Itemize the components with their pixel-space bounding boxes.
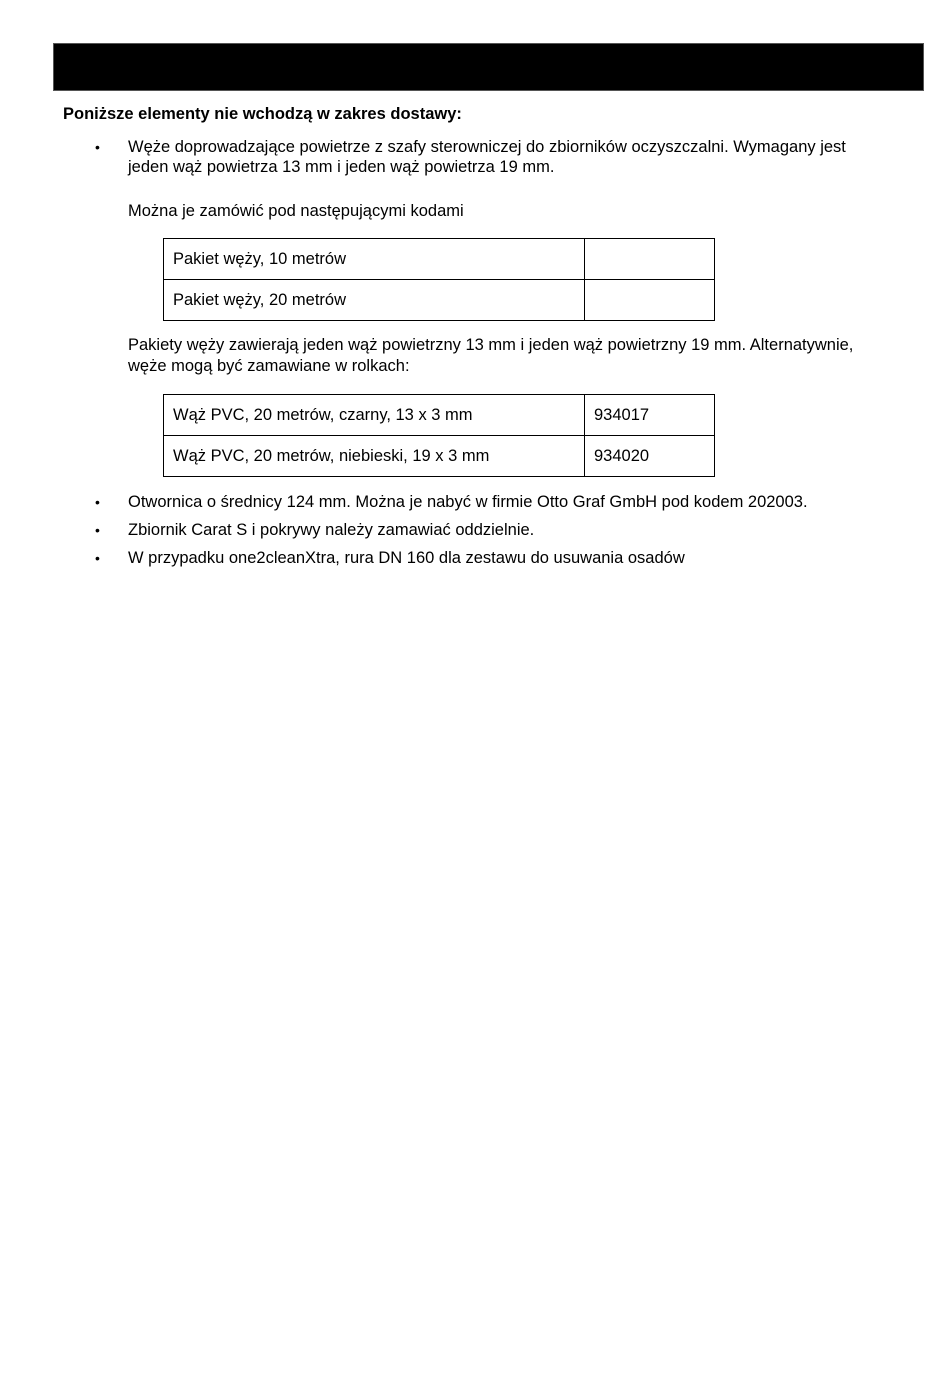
bullet-3-text: Zbiornik Carat S i pokrywy należy zamawiać oddzielnie. xyxy=(128,521,535,539)
section-heading: Poniższe elementy nie wchodzą w zakres dostawy: xyxy=(63,105,462,123)
hose-rolls-table xyxy=(163,394,715,477)
bullet-marker: • xyxy=(95,550,100,566)
bullet-marker: • xyxy=(95,139,100,155)
product-code-cell xyxy=(585,239,715,280)
hose-packages-table xyxy=(163,238,715,321)
table-row xyxy=(164,436,715,477)
bullet-marker: • xyxy=(95,494,100,510)
order-intro-text: Można je zamówić pod następującymi kodami xyxy=(128,202,464,220)
table-row xyxy=(164,395,715,436)
table-row xyxy=(164,239,715,280)
product-name-cell: Pakiet węży, 20 metrów xyxy=(164,280,585,321)
packages-note-line-2: węże mogą być zamawiane w rolkach: xyxy=(128,357,410,375)
header-bar xyxy=(53,43,924,91)
bullet-marker: • xyxy=(95,522,100,538)
bullet-1-line-2: jeden wąż powietrza 13 mm i jeden wąż powietrza 19 mm. xyxy=(128,158,555,176)
bullet-1-line-1: Węże doprowadzające powietrze z szafy sterowniczej do zbiorników oczyszczalni. Wymagany jest xyxy=(128,138,846,156)
product-name-cell: Pakiet węży, 10 metrów xyxy=(164,239,585,280)
table-row xyxy=(164,280,715,321)
product-name-cell: Wąż PVC, 20 metrów, czarny, 13 x 3 mm xyxy=(164,395,585,436)
packages-note-line-1: Pakiety węży zawierają jeden wąż powietrzny 13 mm i jeden wąż powietrzny 19 mm. Alternatywnie, xyxy=(128,336,854,354)
product-name-cell: Wąż PVC, 20 metrów, niebieski, 19 x 3 mm xyxy=(164,436,585,477)
bullet-4-text: W przypadku one2cleanXtra, rura DN 160 dla zestawu do usuwania osadów xyxy=(128,549,685,567)
bullet-2-text: Otwornica o średnicy 124 mm. Można je nabyć w firmie Otto Graf GmbH pod kodem 202003. xyxy=(128,493,808,511)
product-code-cell xyxy=(585,280,715,321)
product-code-cell: 934017 xyxy=(585,395,715,436)
product-code-cell: 934020 xyxy=(585,436,715,477)
